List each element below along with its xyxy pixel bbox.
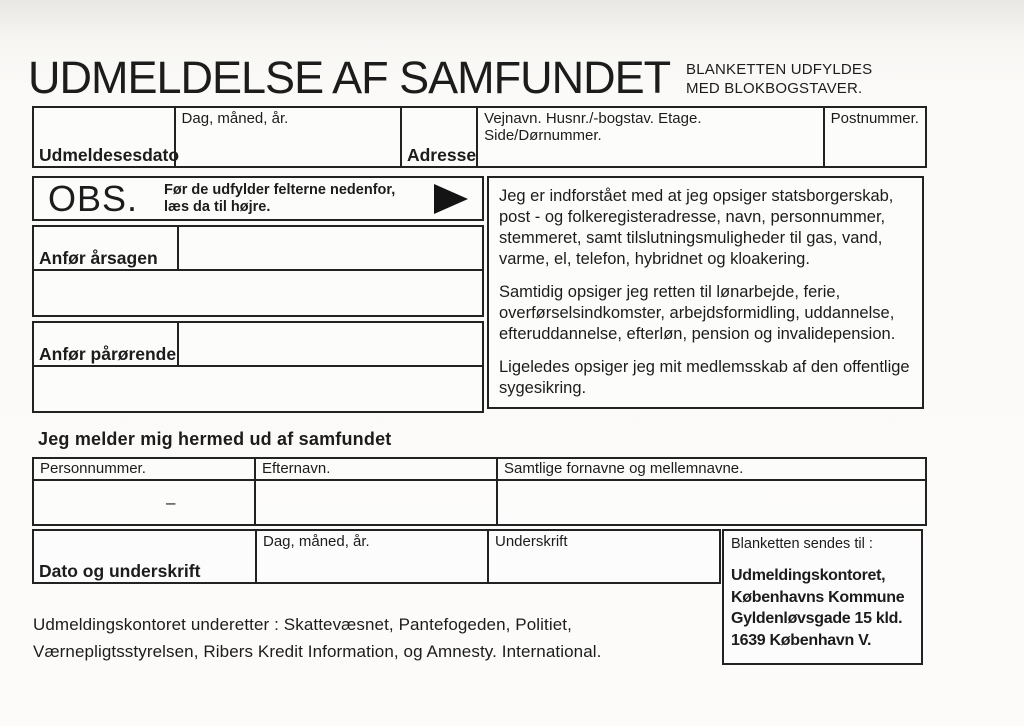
address-label-cell	[402, 108, 478, 166]
recipient-line1: Udmeldingskontoret,	[731, 567, 886, 584]
relatives-label: Anfør pårørende	[39, 344, 177, 364]
withdrawal-date-field[interactable]	[176, 108, 402, 166]
send-to-box	[722, 529, 923, 665]
obs-instruction	[164, 182, 395, 216]
relatives-field-line2[interactable]	[34, 367, 482, 407]
relatives-top-row	[34, 323, 482, 367]
signature-date-hint: Dag, måned, år.	[263, 533, 370, 550]
obs-instruction-line1: Før de udfylder felterne nedenfor,	[164, 181, 396, 198]
reason-label: Anfør årsagen	[39, 248, 158, 268]
signature-field[interactable]	[489, 531, 719, 582]
recipient-line3: Gyldenløvsgade 15 kld.	[731, 610, 903, 627]
fill-instruction-line2: MED BLOKBOGSTAVER.	[686, 80, 863, 97]
withdrawal-date-hint: Dag, måned, år.	[181, 110, 289, 127]
reason-label-cell	[34, 227, 179, 269]
page-title: UDMELDELSE AF SAMFUNDET	[28, 52, 671, 103]
efternavn-field[interactable]	[256, 481, 498, 524]
signature-label: Dato og underskrift	[39, 561, 201, 581]
signature-hint: Underskrift	[495, 533, 568, 550]
reason-field-line2[interactable]	[34, 271, 482, 311]
withdrawal-date-label-cell	[34, 108, 180, 166]
fill-instruction-note	[686, 60, 872, 98]
consequences-notice-box	[487, 176, 924, 409]
personnummer-header: Personnummer.	[34, 459, 256, 481]
obs-title: OBS.	[48, 177, 139, 219]
read-right-arrow-icon	[434, 184, 468, 214]
date-address-table	[32, 106, 927, 168]
notice-paragraph-2: Samtidig opsiger jeg retten til lønarbejde, ferie, overførselsindkomster, arbejdsformidling, uddannelse, efteruddannelse, efterløn, pension og invalidepension.	[499, 283, 896, 343]
personnummer-separator-dash: –	[166, 492, 176, 512]
notice-paragraph-3: Ligeledes opsiger jeg mit medlemsskab af den offentlige sygesikring.	[499, 358, 910, 397]
personnummer-field[interactable]	[34, 481, 256, 524]
address-hint: Vejnavn. Husnr./-bogstav. Etage. Side/Dørnummer.	[484, 110, 702, 144]
fornavne-header: Samtlige fornavne og mellemnavne.	[498, 459, 925, 481]
recipient-address	[731, 565, 914, 651]
footer-line2: Værnepligtsstyrelsen, Ribers Kredit Information, og Amnesty. International.	[33, 641, 602, 661]
recipient-line2: Københavns Kommune	[731, 588, 905, 606]
reason-field-line1[interactable]	[179, 227, 482, 269]
fill-instruction-line1: BLANKETTEN UDFYLDES	[686, 61, 873, 78]
signature-label-cell	[34, 531, 257, 582]
reason-top-row	[34, 227, 482, 271]
postcode-field[interactable]	[825, 108, 925, 166]
declaration-heading: Jeg melder mig hermed ud af samfundet	[38, 429, 392, 449]
reason-block	[32, 225, 484, 317]
notice-paragraph-1: Jeg er indforstået med at jeg opsiger statsborgerskab, post - og folkeregisteradresse, navn, personnummer, stemmeret, samt tilslutningsmuligheder til gas, vand, varme, el, telefon, hybridnet og kloakering.	[499, 187, 894, 268]
person-table	[32, 457, 927, 526]
signature-date-field[interactable]	[257, 531, 489, 582]
footer-line1: Udmeldingskontoret underetter : Skattevæsnet, Pantefogeden, Politiet,	[33, 615, 572, 634]
address-field[interactable]	[478, 108, 824, 166]
signature-table	[32, 529, 721, 584]
obs-banner	[32, 176, 484, 221]
address-label: Adresse	[406, 145, 477, 165]
relatives-field-line1[interactable]	[179, 323, 482, 365]
notification-footer	[33, 612, 601, 665]
recipient-line4: 1639 København V.	[731, 631, 872, 649]
relatives-label-cell	[34, 323, 179, 365]
withdrawal-date-label: Udmeldesesdato	[39, 145, 180, 165]
efternavn-header: Efternavn.	[256, 459, 498, 481]
obs-instruction-line2: læs da til højre.	[164, 198, 271, 215]
relatives-block	[32, 321, 484, 413]
postcode-hint: Postnummer.	[830, 110, 919, 127]
fornavne-field[interactable]	[498, 481, 925, 524]
send-to-intro: Blanketten sendes til :	[731, 536, 873, 552]
